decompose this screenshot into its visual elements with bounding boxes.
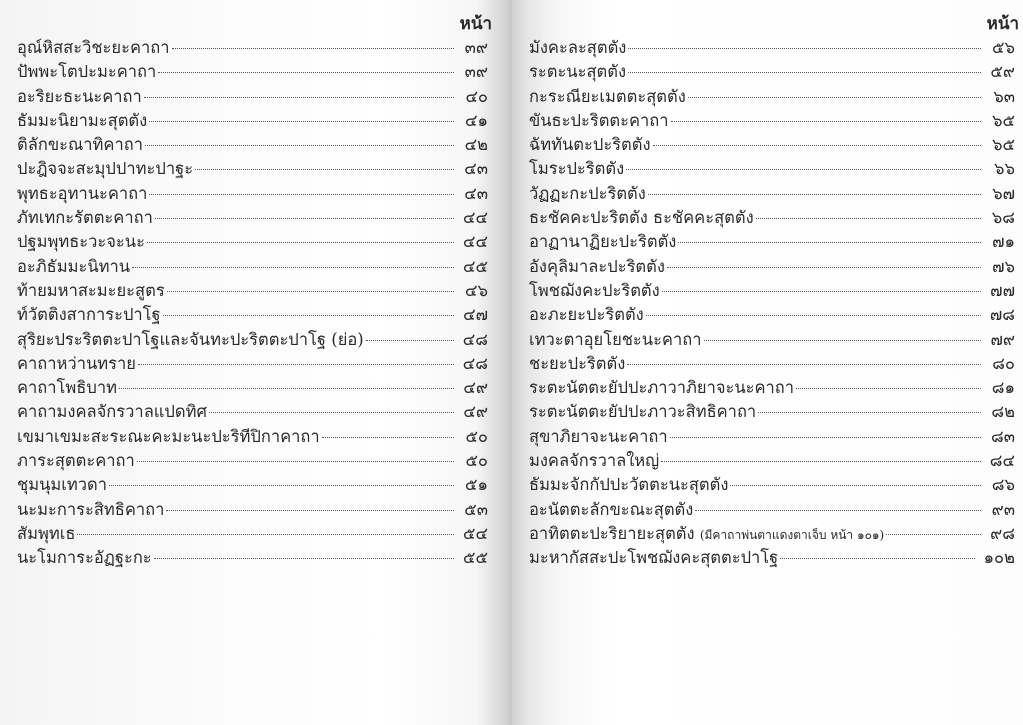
toc-entry-title: โมระปะริตตัง	[529, 159, 625, 179]
toc-entry-page-number: ๗๙	[990, 329, 1015, 349]
toc-entry	[17, 206, 488, 230]
dot-leader	[132, 267, 454, 268]
dot-leader	[758, 412, 981, 413]
toc-entry-title: วัฏฏะกะปะริตตัง	[529, 183, 646, 203]
dot-leader	[667, 267, 981, 268]
toc-entry-page-number: ๕๐	[465, 451, 488, 471]
toc-entry-page-number: ๘๑	[991, 378, 1015, 398]
dot-leader	[661, 461, 981, 462]
toc-entry	[17, 182, 488, 206]
toc-entry-title: ภาระสุตตะคาถา	[17, 451, 135, 471]
dot-leader	[704, 340, 982, 341]
toc-entry-page-number: ๔๙	[463, 378, 488, 398]
toc-entry-page-number: ๙๘	[990, 523, 1015, 543]
toc-entry	[17, 60, 488, 84]
toc-entry-title: มะหากัสสะปะโพชฌังคะสุตตะปาโฐ	[529, 548, 779, 568]
toc-entry-page-number: ๘๐	[992, 353, 1015, 373]
toc-entry-title: ปะฎิจจะสะมุปปาทะปาฐะ	[17, 159, 194, 179]
toc-entry	[17, 109, 488, 133]
toc-entry	[17, 425, 488, 449]
toc-entry-page-number: ๘๔	[989, 451, 1015, 471]
toc-entry	[17, 133, 488, 157]
toc-entry	[529, 36, 1015, 60]
toc-entry-page-number: ๕๙	[990, 62, 1015, 82]
toc-entry	[17, 230, 488, 254]
toc-entry-title: อะริยะธะนะคาถา	[17, 86, 142, 106]
toc-entry-title: ธะชัคคะปะริตตัง ธะชัคคะสุตตัง	[529, 208, 754, 228]
dot-leader	[678, 242, 981, 243]
toc-entry-title: ภัทเทกะรัตตะคาถา	[17, 208, 153, 228]
toc-entry-page-number: ๖๗	[992, 183, 1015, 203]
toc-entry-title: อุณ์หิสสะวิชะยะคาถา	[17, 38, 170, 57]
toc-entry-title: ชะยะปะริตตัง	[529, 353, 626, 373]
toc-entry-page-number: ๕๓	[464, 499, 488, 519]
toc-entry-page-number: ๔๔	[463, 208, 488, 228]
toc-entry-title: คาถาโพธิบาท	[17, 378, 117, 398]
toc-entry-title: กะระณียะเมตตะสุตตัง	[529, 86, 686, 106]
toc-entry-page-number: ๘๓	[990, 426, 1015, 446]
toc-entry-title: อังคุลิมาละปะริตตัง	[529, 256, 665, 276]
toc-entry	[17, 522, 488, 546]
toc-entry-page-number: ๘๒	[991, 402, 1015, 422]
toc-entry-title: นะมะการะสิทธิคาถา	[17, 499, 165, 519]
toc-entry-title: นะโมการะอัฏฐะกะ	[17, 548, 152, 568]
toc-entry-page-number: ๔๖	[465, 280, 488, 300]
toc-entry-page-number: ๖๓	[993, 86, 1015, 106]
toc-entry-title: โพชฌังคะปะริตตัง	[529, 280, 660, 300]
toc-entry-title: อะภะยะปะริตตัง	[529, 305, 644, 325]
toc-entry-page-number: ๗๗	[990, 280, 1015, 300]
toc-entry	[529, 109, 1015, 133]
toc-entry	[529, 546, 1015, 570]
toc-entry-page-number: ๖๕	[992, 110, 1015, 130]
toc-entry	[529, 85, 1015, 109]
toc-entry-page-number: ๖๕	[992, 135, 1015, 155]
toc-entry-title: ติลักขะณาทิคาถา	[17, 135, 143, 155]
dot-leader	[366, 340, 454, 341]
dot-leader	[138, 364, 454, 365]
dot-leader	[628, 48, 981, 49]
toc-entry-note: (มีคาถาพ่นตาแดงตาเจ็บ หน้า ๑๐๑)	[699, 527, 885, 542]
page-column-header: หน้า	[459, 14, 492, 34]
toc-entry-title: พุทธะอุทานะคาถา	[17, 183, 148, 203]
toc-entry-page-number: ๖๘	[991, 208, 1015, 228]
dot-leader	[119, 388, 454, 389]
toc-entry	[17, 303, 488, 327]
toc-entry-title: สุขาภิยาจะนะคาถา	[529, 426, 668, 446]
toc-entry	[529, 425, 1015, 449]
toc-entry-title: ปฐมพุทธะวะจะนะ	[17, 232, 145, 252]
toc-entry	[17, 157, 488, 181]
toc-entry-page-number: ๑๐๒	[983, 548, 1015, 568]
dot-leader	[109, 485, 454, 486]
toc-entry-page-number: ๗๑	[992, 232, 1015, 252]
toc-entry-title: ท้ายมหาสะมะยะสูตร	[17, 280, 165, 300]
toc-entry-title: สุริยะประริตตะปาโฐและจันทะปะริตตะปาโฐ (ย่อ)	[17, 329, 364, 349]
toc-entry-title: ธัมมะจักกัปปะวัตตะนะสุตตัง	[529, 475, 729, 495]
dot-leader	[796, 388, 981, 389]
toc-entry-page-number: ๔๔	[463, 232, 488, 252]
dot-leader	[147, 242, 454, 243]
toc-entry	[529, 303, 1015, 327]
dot-leader	[166, 510, 454, 511]
toc-entry	[529, 376, 1015, 400]
toc-entry	[529, 206, 1015, 230]
dot-leader	[77, 534, 454, 535]
toc-entry-title: มงคลจักรวาลใหญ่	[529, 451, 660, 471]
dot-leader	[209, 412, 454, 413]
toc-entry	[529, 157, 1015, 181]
toc-entry-page-number: ๔๓	[464, 159, 488, 179]
toc-entry	[17, 376, 488, 400]
dot-leader	[144, 97, 454, 98]
dot-leader	[322, 437, 454, 438]
dot-leader	[662, 291, 981, 292]
dot-leader	[167, 291, 454, 292]
dot-leader	[646, 315, 981, 316]
toc-entry-page-number: ๔๒	[464, 135, 488, 155]
dot-leader	[158, 72, 454, 73]
dot-leader	[155, 218, 454, 219]
dot-leader	[163, 315, 454, 316]
toc-entry-title: คาถามงคลจักรวาลแปดทิศ	[17, 402, 207, 422]
toc-entry	[529, 449, 1015, 473]
toc-entry-title: ท์วัตติงสาการะปาโฐ	[17, 305, 161, 325]
dot-leader	[154, 558, 454, 559]
dot-leader	[688, 97, 981, 98]
toc-entry	[529, 230, 1015, 254]
toc-entry	[17, 279, 488, 303]
dot-leader	[886, 534, 981, 535]
toc-entry-title: ฉัททันตะปะริตตัง	[529, 135, 651, 155]
right-page	[512, 0, 1023, 725]
toc-entry-title: อาทิตตะปะริยายะสุตตัง	[529, 523, 695, 543]
dot-leader	[730, 485, 981, 486]
toc-entry-title: ชุมนุมเทวดา	[17, 475, 107, 495]
toc-entry	[529, 400, 1015, 424]
toc-entry-page-number: ๔๕	[463, 256, 488, 276]
toc-entry-page-number: ๓๙	[464, 62, 488, 82]
toc-entry	[17, 498, 488, 522]
dot-leader	[628, 72, 981, 73]
toc-entry-title: เขมาเขมะสะระณะคะมะนะปะริทีปิกาคาถา	[17, 426, 320, 446]
toc-entry	[17, 546, 488, 570]
toc-entry-page-number: ๔๑	[465, 110, 488, 130]
dot-leader	[653, 145, 981, 146]
toc-entry-page-number: ๕๑	[465, 475, 488, 495]
toc-entry	[529, 522, 1015, 546]
toc-entry	[529, 352, 1015, 376]
toc-entry	[17, 473, 488, 497]
toc-entry	[17, 449, 488, 473]
toc-entry	[17, 255, 488, 279]
toc-list-right	[529, 36, 1015, 571]
toc-entry	[17, 36, 488, 60]
toc-entry-title: คาถาหว่านทราย	[17, 353, 136, 373]
toc-entry-page-number: ๔๘	[462, 329, 488, 349]
toc-entry-title: อาฏานาฏิยะปะริตตัง	[529, 232, 677, 252]
dot-leader	[780, 558, 975, 559]
toc-entry-title: ขันธะปะริตตะคาถา	[529, 110, 669, 130]
toc-entry	[529, 60, 1015, 84]
toc-entry-page-number: ๔๓	[464, 183, 488, 203]
dot-leader	[149, 194, 454, 195]
toc-entry-title: ปัพพะโตปะมะคาถา	[17, 62, 157, 82]
toc-entry	[529, 255, 1015, 279]
dot-leader	[626, 169, 981, 170]
page-column-header: หน้า	[986, 14, 1019, 34]
toc-entry-page-number: ๔๘	[462, 353, 488, 373]
toc-entry-page-number: ๘๖	[991, 475, 1015, 495]
toc-entry	[17, 85, 488, 109]
toc-entry	[529, 473, 1015, 497]
toc-entry	[529, 133, 1015, 157]
toc-entry-title: อะนัตตะลักขะณะสุตตัง	[529, 499, 694, 519]
toc-entry-title: ธัมมะนิยามะสุตตัง	[17, 110, 148, 130]
dot-leader	[195, 169, 454, 170]
dot-leader	[756, 218, 981, 219]
toc-entry-page-number: ๕๖	[992, 38, 1015, 57]
toc-entry	[529, 182, 1015, 206]
toc-entry-page-number: ๗๖	[992, 256, 1015, 276]
dot-leader	[671, 121, 981, 122]
toc-entry-page-number: ๔๗	[463, 305, 488, 325]
dot-leader	[670, 437, 981, 438]
toc-entry-page-number: ๔๙	[463, 402, 488, 422]
toc-entry-title: ระตะนัตตะยัปปะภาวะสิทธิคาถา	[529, 402, 757, 422]
toc-entry-page-number: ๕๔	[463, 523, 488, 543]
toc-entry	[529, 498, 1015, 522]
toc-entry	[529, 279, 1015, 303]
toc-entry-page-number: ๗๘	[989, 305, 1015, 325]
toc-entry	[17, 328, 488, 352]
toc-entry	[529, 328, 1015, 352]
toc-entry-title: สัมพุทเธ	[17, 523, 76, 543]
toc-entry	[17, 400, 488, 424]
toc-entry-page-number: ๙๓	[991, 499, 1015, 519]
toc-entry-title: เทวะตาอุยโยชะนะคาถา	[529, 329, 702, 349]
toc-entry-page-number: ๓๙	[464, 38, 488, 57]
dot-leader	[137, 461, 454, 462]
toc-entry-title: ระตะนะสุตตัง	[529, 62, 627, 82]
dot-leader	[695, 510, 981, 511]
toc-entry-title: อะภิธัมมะนิทาน	[17, 256, 131, 276]
dot-leader	[172, 48, 454, 49]
toc-entry	[17, 352, 488, 376]
toc-entry-page-number: ๔๐	[465, 86, 488, 106]
dot-leader	[648, 194, 981, 195]
toc-entry-title: ระตะนัตตะยัปปะภาวาภิยาจะนะคาถา	[529, 378, 795, 398]
toc-entry-page-number: ๕๕	[463, 548, 488, 568]
dot-leader	[149, 121, 454, 122]
toc-entry-page-number: ๖๖	[994, 159, 1015, 179]
toc-entry-title: มังคะละสุตตัง	[529, 38, 627, 57]
toc-entry-page-number: ๕๐	[465, 426, 488, 446]
dot-leader	[145, 145, 454, 146]
dot-leader	[627, 364, 981, 365]
toc-list-left	[17, 36, 488, 571]
